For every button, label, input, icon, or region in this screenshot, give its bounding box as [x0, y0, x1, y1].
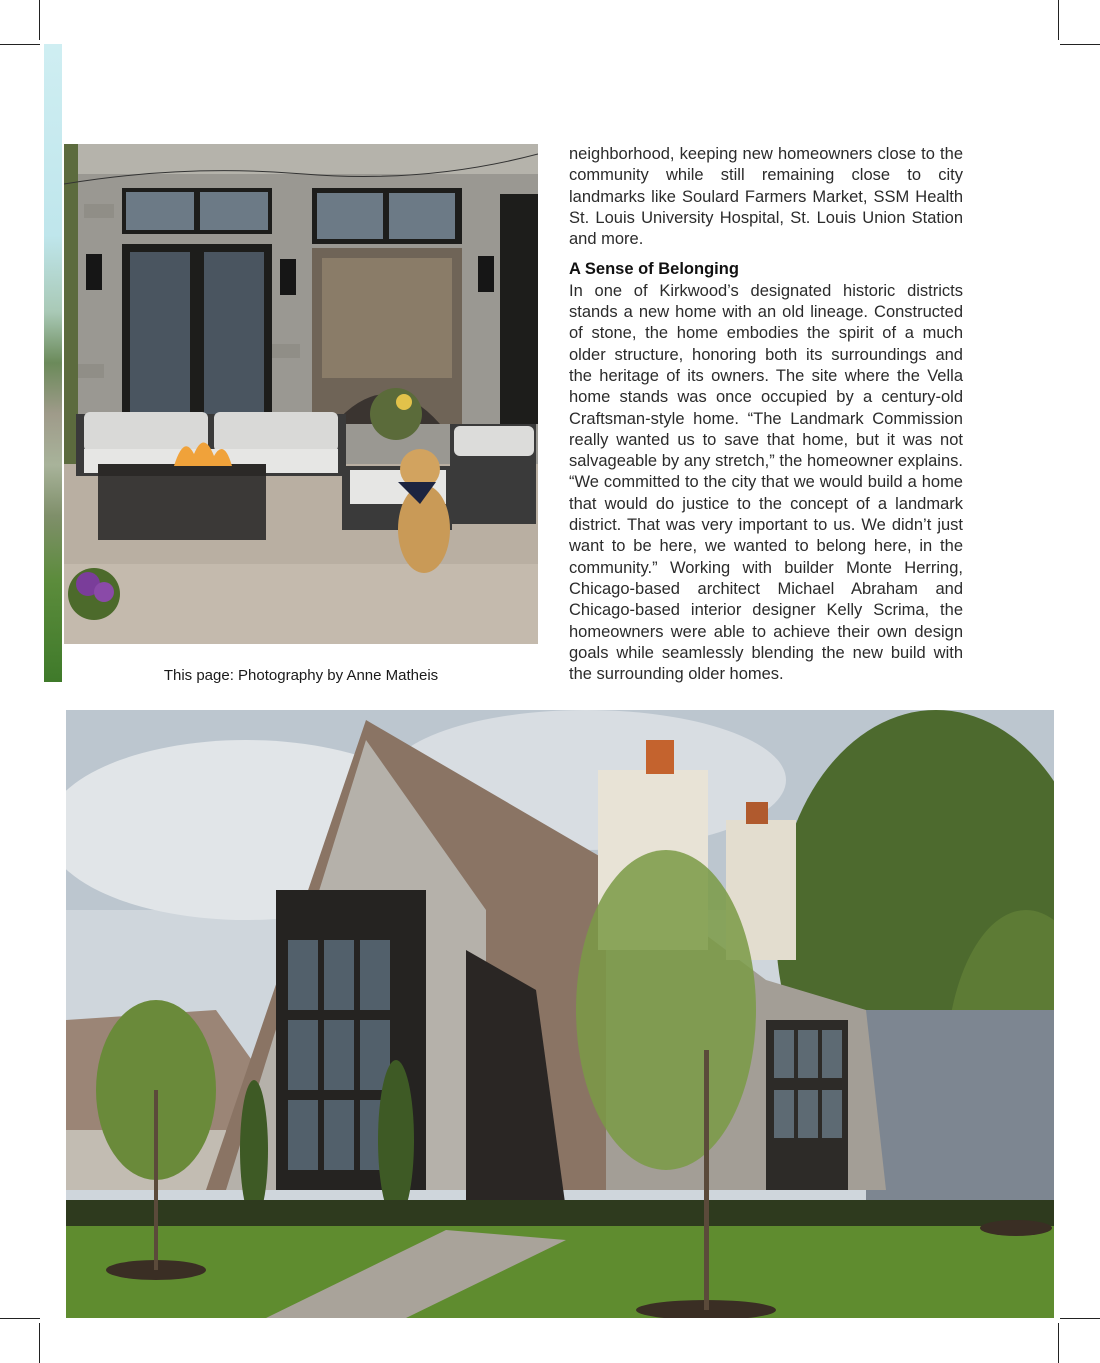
crop-mark	[39, 0, 40, 40]
crop-mark	[1060, 44, 1100, 45]
adjacent-page-bleed	[44, 44, 62, 682]
crop-mark	[0, 44, 40, 45]
house-exterior-photo	[66, 710, 1054, 1318]
crop-mark	[1060, 1318, 1100, 1319]
patio-photo	[64, 144, 538, 644]
intro-paragraph: neighborhood, keeping new homeowners close to the community while still remaining close to city landmarks like Soulard Farmers Market, SSM Health St. Louis University Hospital, St. Louis Union Station and more.	[569, 145, 963, 249]
crop-mark	[39, 1323, 40, 1363]
section-heading: A Sense of Belonging	[569, 260, 739, 279]
photo-caption: This page: Photography by Anne Matheis	[163, 667, 439, 684]
article-column	[569, 144, 963, 685]
crop-mark	[1058, 0, 1059, 40]
crop-mark	[0, 1318, 40, 1319]
main-paragraph: In one of Kirkwood’s designated historic districts stands a new home with an old lineage. Constructed of stone, the home embodies the spirit of a much older structure, honoring both its surroundings and the heritage of its owners. The site where the Vella home stands was once occupied by a century-old Craftsman-style home. “The Landmark Commission really wanted us to save that home, but it was not salvageable by any stretch,” the homeowner explains. “We committed to the city that we would build a home that would do justice to the concept of a landmark district. That was very important to us. We didn’t just want to be here, we wanted to belong here, in the community.” Working with builder Monte Herring, Chicago-based architect Michael Abraham and Chicago-based interior designer Kelly Scrima, the homeowners were able to achieve their own design goals while seamlessly blending the new build with the surrounding older homes.	[569, 281, 963, 684]
crop-mark	[1058, 1323, 1059, 1363]
